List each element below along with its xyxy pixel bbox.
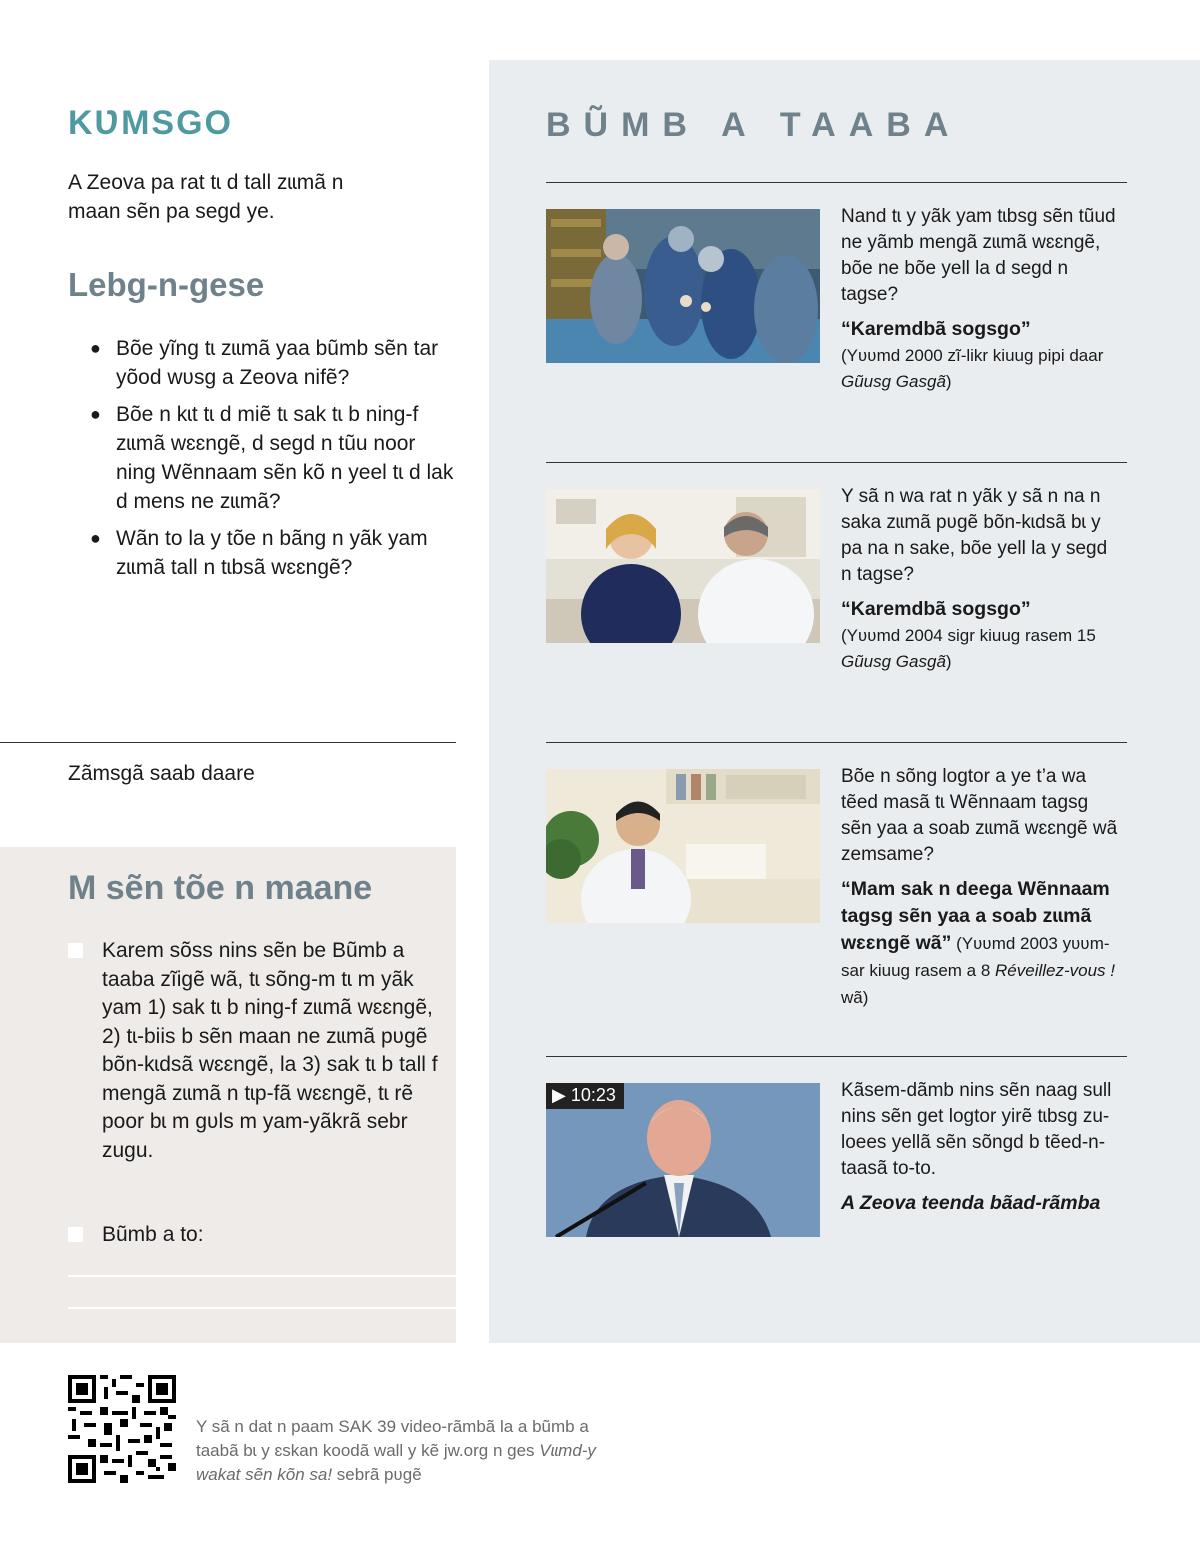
goal-heading: M sẽn tõe n maane bbox=[68, 869, 373, 907]
goal-item-other: Bũmb a to: bbox=[68, 1221, 438, 1250]
video-title[interactable]: A Zeova teenda bãad-rãmba bbox=[841, 1192, 1101, 1214]
divider bbox=[0, 742, 456, 743]
checkbox[interactable] bbox=[68, 943, 83, 958]
write-line[interactable] bbox=[68, 1275, 456, 1277]
resource-item: Y sã n wa rat n yãk y sã n na n saka zɩɩmã pʋgẽ bõn-kɩdsã bɩ y pa na n sake, bõe yell la y segd n tagse? “Karemdbã sogsgo” (Yʋʋmd 2004 sigr kiuug rasem 15 Gũusg Gasgã) bbox=[841, 484, 1121, 675]
video-duration-badge: ▶ 10:23 bbox=[546, 1083, 624, 1109]
resource-title[interactable]: “Karemdbã sogsgo” bbox=[841, 598, 1031, 620]
explore-heading: BŨMB A TAABA bbox=[546, 106, 962, 144]
review-questions bbox=[90, 334, 455, 590]
goal-box bbox=[0, 847, 456, 1343]
resource-reference: (Yʋʋmd 2003 yʋʋm-sar kiuug rasem a 8 Réveillez-vous ! wã) bbox=[841, 934, 1116, 1007]
divider bbox=[546, 1056, 1127, 1057]
resource-title[interactable]: “Mam sak n deega Wẽnnaam tagsg sẽn yaa a soab zɩɩmã wɛɛngẽ wã” bbox=[841, 878, 1110, 954]
bullet-icon: ● bbox=[90, 404, 101, 424]
review-question: ● Wãn to la y tõe n bãng n yãk yam zɩɩmã tall n tɩbsã wɛɛngẽ? bbox=[90, 524, 455, 582]
explore-more-panel bbox=[489, 60, 1200, 1343]
resource-item: Nand tɩ y yãk yam tɩbsg sẽn tũud ne yãmb mengã zɩɩmã wɛɛngẽ, bõe ne bõe yell la d segd n tagse? “Karemdbã sogsgo” (Yʋʋmd 2000 zĩ-likr kiuug pipi daar Gũusg Gasgã) bbox=[841, 204, 1121, 395]
divider bbox=[546, 182, 1127, 183]
resource-title[interactable]: “Karemdbã sogsgo” bbox=[841, 318, 1031, 340]
footer-note: Y sã n dat n paam SAK 39 video-rãmbã la a bũmb a taabã bɩ y ɛskan koodã wall y kẽ jw.org n ges Vɩɩmd-y wakat sẽn kõn sa! sebrã pʋgẽ bbox=[196, 1417, 596, 1484]
resource-reference: (Yʋʋmd 2004 sigr kiuug rasem 15 Gũusg Gasgã) bbox=[841, 626, 1096, 671]
summary-heading: KƲMSGO bbox=[68, 104, 233, 142]
resource-reference: (Yʋʋmd 2000 zĩ-likr kiuug pipi daar Gũusg Gasgã) bbox=[841, 346, 1104, 391]
doctor-consultation-photo[interactable] bbox=[546, 489, 820, 643]
write-line[interactable] bbox=[68, 1307, 456, 1309]
review-heading: Lebg-n-gese bbox=[68, 266, 265, 303]
bullet-icon: ● bbox=[90, 528, 101, 548]
resource-item: Kãsem-dãmb nins sẽn naag sull nins sẽn get logtor yirẽ tɩbsg zu-loees yellã sẽn sõngd b tẽed-n-taasã to-to. A Zeova teenda bãad-rãmba bbox=[841, 1078, 1121, 1217]
qr-code-icon[interactable] bbox=[68, 1375, 176, 1483]
divider bbox=[546, 462, 1127, 463]
checkbox[interactable] bbox=[68, 1227, 83, 1242]
review-question: ● Bõe n kɩt tɩ d miẽ tɩ sak tɩ b ning-f zɩɩmã wɛɛngẽ, d segd n tũu noor ning Wẽnnaam sẽn kõ n yeel tɩ d lak d mens ne zɩɩmã? bbox=[90, 400, 455, 516]
video-thumbnail[interactable] bbox=[546, 1083, 820, 1237]
completion-date-label: Zãmsgã saab daare bbox=[68, 762, 255, 785]
resource-item: Bõe n sõng logtor a ye t’a wa tẽed masã tɩ Wẽnnaam tagsg sẽn yaa a soab zɩɩmã wɛɛngẽ wã zemsame? “Mam sak n deega Wẽnnaam tagsg sẽn yaa a soab zɩɩmã wɛɛngẽ wã” (Yʋʋmd 2003 yʋʋm-sar kiuug rasem a 8 Réveillez-vous ! wã) bbox=[841, 766, 1118, 1007]
doctor-portrait-photo[interactable] bbox=[546, 769, 820, 923]
surgery-photo[interactable] bbox=[546, 209, 820, 363]
left-column bbox=[0, 0, 456, 1343]
bullet-icon: ● bbox=[90, 338, 101, 358]
summary-text: A Zeova pa rat tɩ d tall zɩɩmã n maan sẽn pa segd ye. bbox=[68, 171, 344, 223]
goal-item: Karem sõss nins sẽn be Bũmb a taaba zĩigẽ wã, tɩ sõng-m tɩ m yãk yam 1) sak tɩ b ning-f zɩɩmã wɛɛngẽ, 2) tɩ-biis b sẽn maan ne zɩɩmã pʋgẽ bõn-kɩdsã wɛɛngẽ, la 3) sak tɩ b tall f mengã zɩɩmã n tɩp-fã wɛɛngẽ, tɩ rẽ poor bɩ m gʋls m yam-yãkrã sebr zugu. bbox=[68, 937, 438, 1165]
review-question: ● Bõe yĩng tɩ zɩɩmã yaa bũmb sẽn tar yõod wʋsg a Zeova nifẽ? bbox=[90, 334, 455, 392]
divider bbox=[546, 742, 1127, 743]
